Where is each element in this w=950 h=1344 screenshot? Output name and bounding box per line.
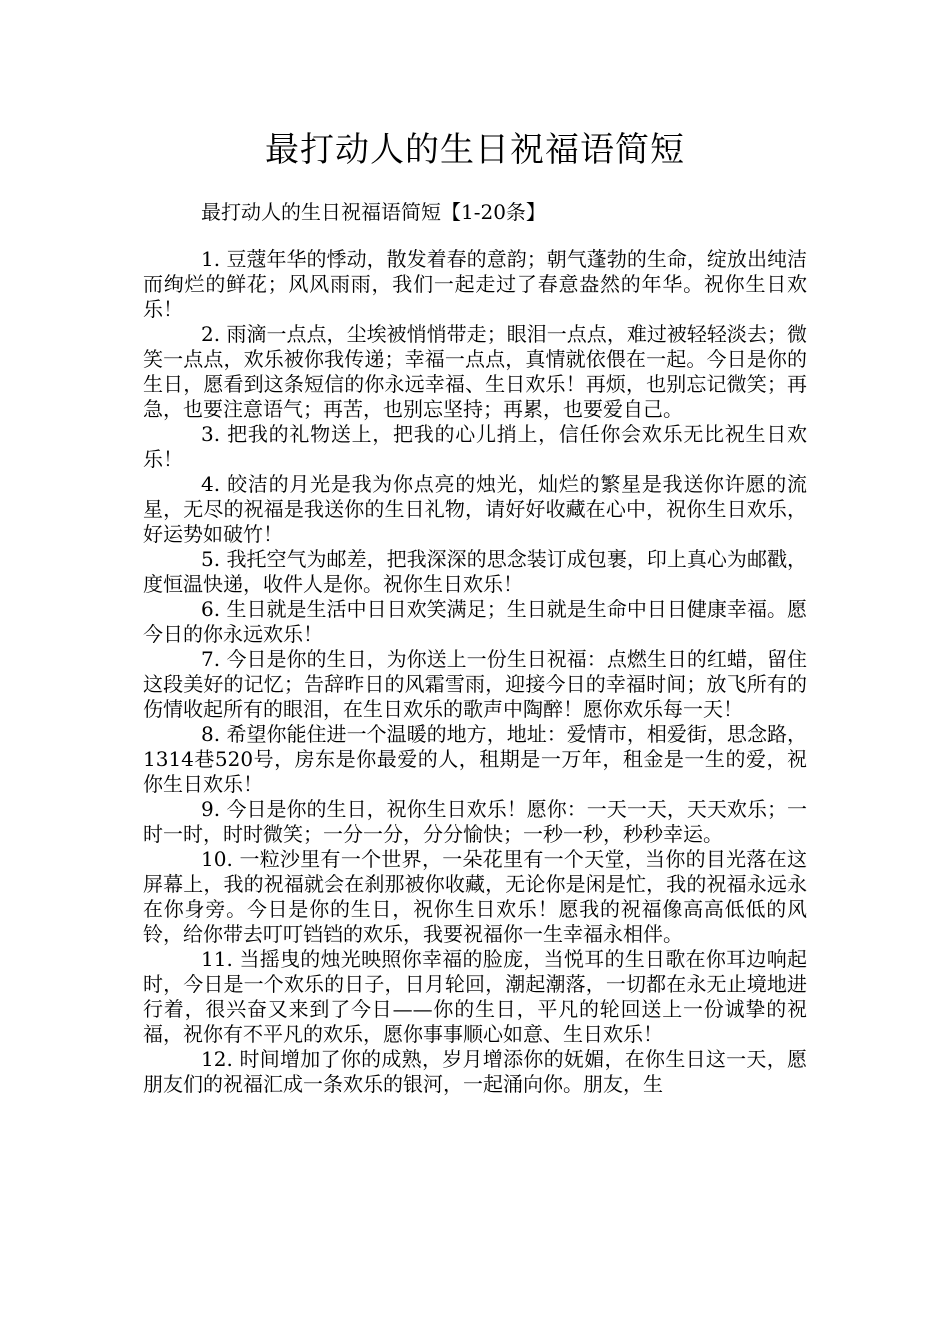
blessing-entry-4: 4. 皎洁的月光是我为你点亮的烛光，灿烂的繁星是我送你许愿的流星，无尽的祝福是我送你的生日礼物，请好好收藏在心中，祝你生日欢乐，好运势如破竹！: [143, 472, 807, 546]
blessing-entry-7: 7. 今日是你的生日，为你送上一份生日祝福：点燃生日的红蜡，留住这段美好的记忆；告辞昨日的风霜雪雨，迎接今日的幸福时间；放飞所有的伤情收起所有的眼泪，在生日欢乐的歌声中陶醉！愿你欢乐每一天！: [143, 647, 807, 721]
blessing-entry-5: 5. 我托空气为邮差，把我深深的思念装订成包裹，印上真心为邮戳，度恒温快递，收件人是你。祝你生日欢乐！: [143, 547, 807, 596]
blessing-entry-12: 12. 时间增加了你的成熟，岁月增添你的妩媚，在你生日这一天，愿朋友们的祝福汇成一条欢乐的银河，一起涌向你。朋友，生: [143, 1047, 807, 1096]
blessing-entry-8: 8. 希望你能住进一个温暖的地方，地址：爱情市，相爱街，思念路，1314巷520号，房东是你最爱的人，租期是一万年，租金是一生的爱，祝你生日欢乐！: [143, 722, 807, 796]
blessing-entry-3: 3. 把我的礼物送上，把我的心儿捎上，信任你会欢乐无比祝生日欢乐！: [143, 422, 807, 471]
document-body: [143, 247, 807, 1097]
blessing-entry-1: 1. 豆蔻年华的悸动，散发着春的意韵；朝气蓬勃的生命，绽放出纯洁而绚烂的鲜花；风风雨雨，我们一起走过了春意盎然的年华。祝你生日欢乐！: [143, 247, 807, 321]
blessing-entry-6: 6. 生日就是生活中日日欢笑满足；生日就是生命中日日健康幸福。愿今日的你永远欢乐！: [143, 597, 807, 646]
blessing-entry-11: 11. 当摇曳的烛光映照你幸福的脸庞，当悦耳的生日歌在你耳边响起时，今日是一个欢乐的日子，日月轮回，潮起潮落，一切都在永无止境地进行着，很兴奋又来到了今日——你的生日，平凡的轮回送上一份诚挚的祝福，祝你有不平凡的欢乐，愿你事事顺心如意、生日欢乐！: [143, 947, 807, 1046]
document-title: 最打动人的生日祝福语简短: [265, 130, 685, 170]
document-subtitle: 最打动人的生日祝福语简短【1-20条】: [201, 200, 546, 224]
blessing-entry-9: 9. 今日是你的生日，祝你生日欢乐！愿你：一天一天，天天欢乐；一时一时，时时微笑；一分一分，分分愉快；一秒一秒，秒秒幸运。: [143, 797, 807, 846]
blessing-entry-10: 10. 一粒沙里有一个世界，一朵花里有一个天堂，当你的目光落在这屏幕上，我的祝福就会在刹那被你收藏，无论你是闲是忙，我的祝福永远永在你身旁。今日是你的生日，祝你生日欢乐！愿我的祝福像高高低低的风铃，给你带去叮叮铛铛的欢乐，我要祝福你一生幸福永相伴。: [143, 847, 807, 946]
blessing-entry-2: 2. 雨滴一点点，尘埃被悄悄带走；眼泪一点点，难过被轻轻淡去；微笑一点点，欢乐被你我传递；幸福一点点，真情就依偎在一起。今日是你的生日，愿看到这条短信的你永远幸福、生日欢乐！再烦，也别忘记微笑；再急，也要注意语气；再苦，也别忘坚持；再累，也要爱自己。: [143, 322, 807, 421]
